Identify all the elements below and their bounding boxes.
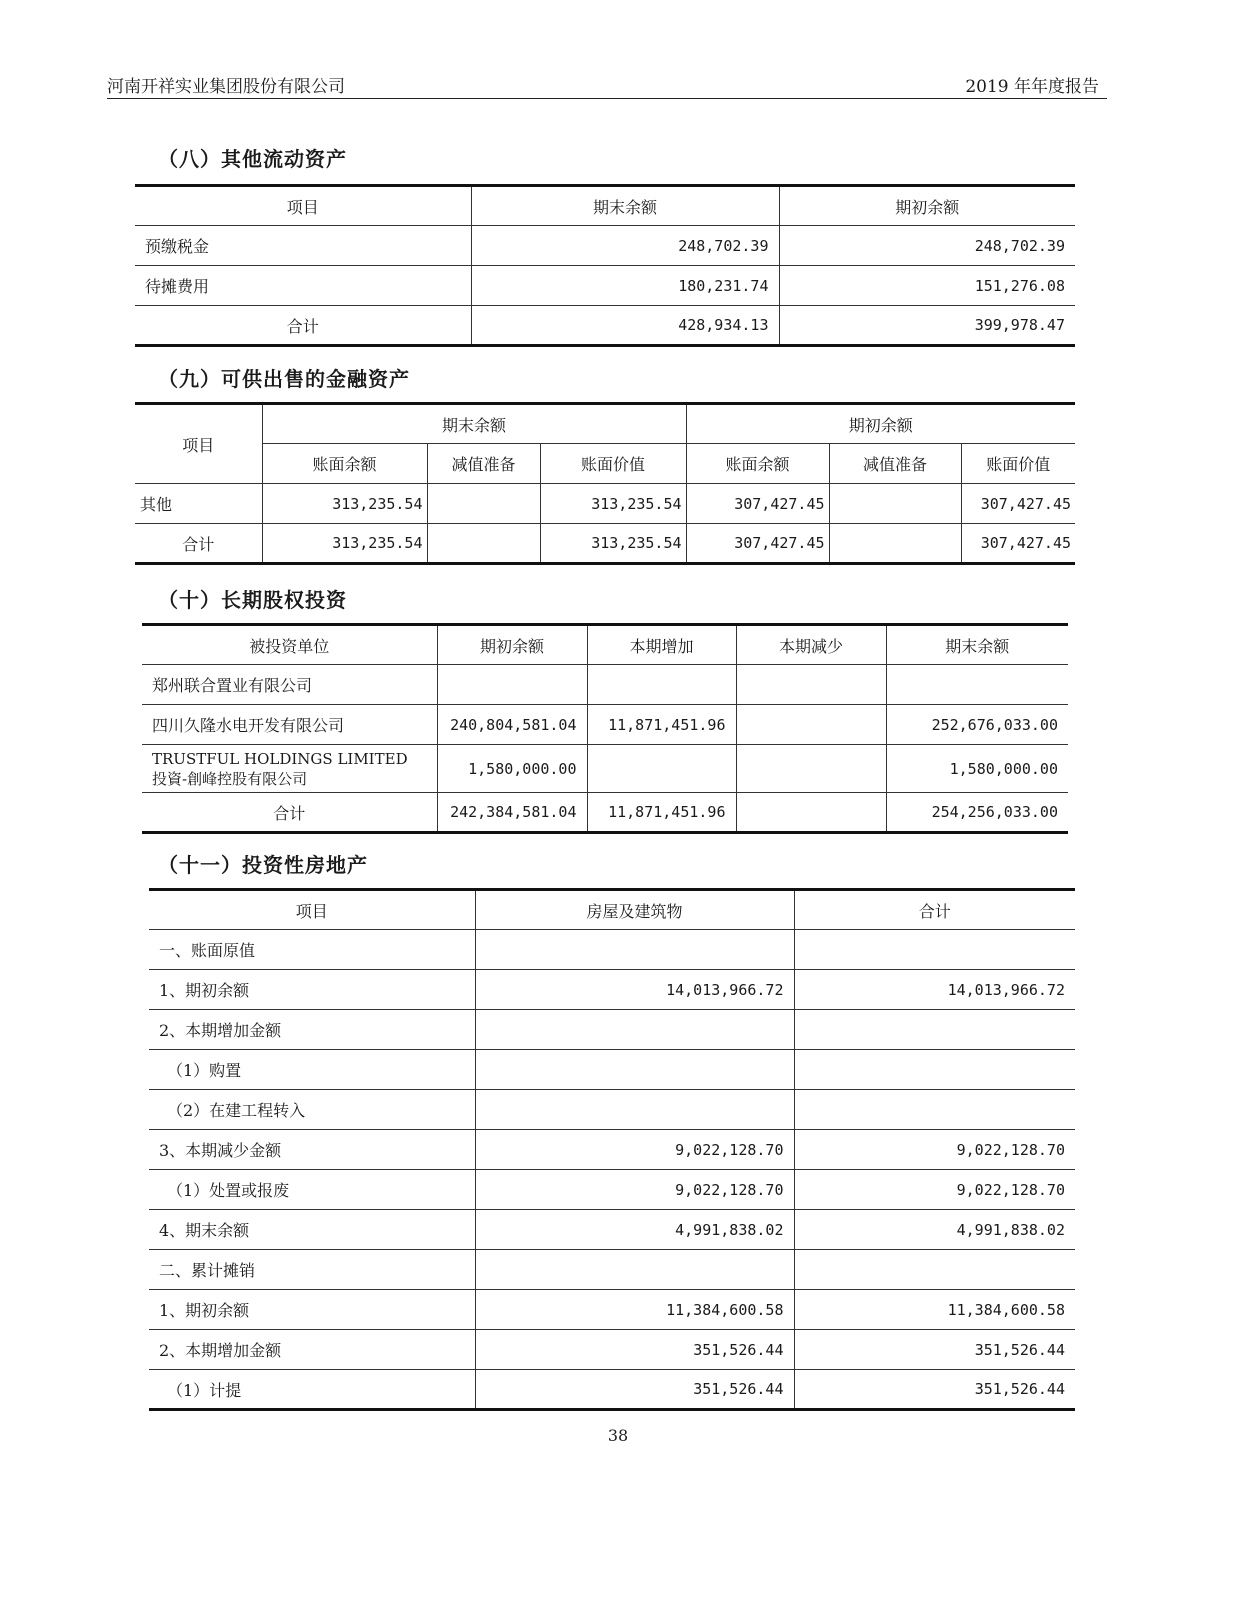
row-label: 合计 xyxy=(135,306,471,346)
header-cell: 账面价值 xyxy=(540,444,686,484)
table-row xyxy=(149,1090,1075,1130)
table-header-row xyxy=(135,404,1075,444)
section-10-title: （十）长期股权投资 xyxy=(158,588,347,612)
section-9-title: （九）可供出售的金融资产 xyxy=(158,367,410,391)
header-cell: 减值准备 xyxy=(829,444,961,484)
cell-value xyxy=(587,665,736,705)
table-row xyxy=(149,970,1075,1010)
cell-value: 399,978.47 xyxy=(779,306,1075,346)
cell-value: 11,384,600.58 xyxy=(475,1290,794,1330)
cell-value: 307,427.45 xyxy=(686,484,829,524)
cell-value: 180,231.74 xyxy=(471,266,779,306)
cell-value: 1,580,000.00 xyxy=(437,745,587,793)
cell-value xyxy=(475,1250,794,1290)
cell-value: 351,526.44 xyxy=(475,1370,794,1410)
page-number: 38 xyxy=(607,1426,629,1445)
page-header xyxy=(107,68,1107,99)
cell-value: 11,871,451.96 xyxy=(587,793,736,833)
cell-value xyxy=(794,1090,1075,1130)
cell-value: 252,676,033.00 xyxy=(886,705,1068,745)
header-cell: 本期减少 xyxy=(736,625,886,665)
cell-value xyxy=(794,1250,1075,1290)
cell-value: 307,427.45 xyxy=(961,524,1075,564)
header-cell: 房屋及建筑物 xyxy=(475,890,794,930)
cell-value xyxy=(736,665,886,705)
cell-value xyxy=(794,1010,1075,1050)
row-label: 1、期初余额 xyxy=(149,970,475,1010)
table-row xyxy=(149,1330,1075,1370)
long-term-equity-table xyxy=(142,623,1068,834)
available-for-sale-table xyxy=(135,402,1075,565)
header-cell: 合计 xyxy=(794,890,1075,930)
table-row xyxy=(135,484,1075,524)
header-cell: 被投资单位 xyxy=(142,625,437,665)
cell-value: 4,991,838.02 xyxy=(475,1210,794,1250)
table-total-row xyxy=(135,306,1075,346)
row-label: 合计 xyxy=(142,793,437,833)
table-total-row xyxy=(142,793,1068,833)
cell-value xyxy=(829,524,961,564)
cell-value xyxy=(794,1050,1075,1090)
table-row xyxy=(149,930,1075,970)
cell-value: 307,427.45 xyxy=(961,484,1075,524)
cell-value: 1,580,000.00 xyxy=(886,745,1068,793)
cell-value: 313,235.54 xyxy=(540,484,686,524)
row-label: 合计 xyxy=(135,524,262,564)
row-label: 待摊费用 xyxy=(135,266,471,306)
header-group-end: 期末余额 xyxy=(262,404,686,444)
table-row xyxy=(142,705,1068,745)
cell-value: 313,235.54 xyxy=(540,524,686,564)
table-total-row xyxy=(135,524,1075,564)
row-label: 2、本期增加金额 xyxy=(149,1330,475,1370)
table-row xyxy=(149,1290,1075,1330)
cell-value xyxy=(736,793,886,833)
cell-value xyxy=(427,484,540,524)
cell-value xyxy=(427,524,540,564)
cell-value: 11,384,600.58 xyxy=(794,1290,1075,1330)
table-subheader-row xyxy=(135,444,1075,484)
cell-value: 428,934.13 xyxy=(471,306,779,346)
section-8-title: （八）其他流动资产 xyxy=(158,147,347,171)
table-header-row xyxy=(135,186,1075,226)
table-row xyxy=(149,1010,1075,1050)
cell-value: 9,022,128.70 xyxy=(475,1130,794,1170)
row-label: TRUSTFUL HOLDINGS LIMITED 投資-創峰控股有限公司 xyxy=(142,745,437,793)
row-label: 二、累计摊销 xyxy=(149,1250,475,1290)
table-row xyxy=(149,1050,1075,1090)
cell-value: 11,871,451.96 xyxy=(587,705,736,745)
cell-value: 313,235.54 xyxy=(262,484,427,524)
table-header-row xyxy=(149,890,1075,930)
header-cell: 账面余额 xyxy=(262,444,427,484)
table-header-row xyxy=(142,625,1068,665)
header-cell: 本期增加 xyxy=(587,625,736,665)
cell-value xyxy=(475,930,794,970)
header-cell: 减值准备 xyxy=(427,444,540,484)
cell-value: 254,256,033.00 xyxy=(886,793,1068,833)
table-row xyxy=(149,1170,1075,1210)
cell-value: 9,022,128.70 xyxy=(794,1170,1075,1210)
row-label: 郑州联合置业有限公司 xyxy=(142,665,437,705)
header-cell: 项目 xyxy=(149,890,475,930)
row-label: 一、账面原值 xyxy=(149,930,475,970)
table-row xyxy=(135,226,1075,266)
header-cell: 期末余额 xyxy=(471,186,779,226)
row-label: （1）购置 xyxy=(149,1050,475,1090)
table-row xyxy=(142,665,1068,705)
report-title: 2019 年年度报告 xyxy=(965,77,1099,97)
table-row xyxy=(149,1130,1075,1170)
row-label: 3、本期减少金额 xyxy=(149,1130,475,1170)
row-label: （1）处置或报废 xyxy=(149,1170,475,1210)
header-cell: 账面余额 xyxy=(686,444,829,484)
row-label: （1）计提 xyxy=(149,1370,475,1410)
cell-value xyxy=(587,745,736,793)
cell-value: 151,276.08 xyxy=(779,266,1075,306)
cell-value: 240,804,581.04 xyxy=(437,705,587,745)
table-row xyxy=(149,1370,1075,1410)
header-cell: 账面价值 xyxy=(961,444,1075,484)
row-label: 四川久隆水电开发有限公司 xyxy=(142,705,437,745)
cell-value: 14,013,966.72 xyxy=(794,970,1075,1010)
cell-value: 248,702.39 xyxy=(471,226,779,266)
header-group-begin: 期初余额 xyxy=(686,404,1075,444)
cell-value: 4,991,838.02 xyxy=(794,1210,1075,1250)
row-label: 2、本期增加金额 xyxy=(149,1010,475,1050)
row-label: 预缴税金 xyxy=(135,226,471,266)
cell-value: 351,526.44 xyxy=(794,1330,1075,1370)
table-row xyxy=(149,1210,1075,1250)
cell-value xyxy=(829,484,961,524)
table-row xyxy=(135,266,1075,306)
row-label: 4、期末余额 xyxy=(149,1210,475,1250)
header-cell: 期末余额 xyxy=(886,625,1068,665)
cell-value xyxy=(736,705,886,745)
header-cell: 期初余额 xyxy=(779,186,1075,226)
cell-value xyxy=(886,665,1068,705)
header-cell: 项目 xyxy=(135,186,471,226)
table-row xyxy=(149,1250,1075,1290)
table-row xyxy=(142,745,1068,793)
cell-value xyxy=(736,745,886,793)
cell-value: 248,702.39 xyxy=(779,226,1075,266)
cell-value xyxy=(475,1010,794,1050)
row-label: （2）在建工程转入 xyxy=(149,1090,475,1130)
cell-value: 9,022,128.70 xyxy=(794,1130,1075,1170)
cell-value: 307,427.45 xyxy=(686,524,829,564)
cell-value: 351,526.44 xyxy=(794,1370,1075,1410)
cell-value: 9,022,128.70 xyxy=(475,1170,794,1210)
investment-property-table xyxy=(149,888,1075,1411)
other-current-assets-table xyxy=(135,184,1075,347)
cell-value: 14,013,966.72 xyxy=(475,970,794,1010)
cell-value xyxy=(437,665,587,705)
company-name: 河南开祥实业集团股份有限公司 xyxy=(107,77,345,97)
cell-value: 313,235.54 xyxy=(262,524,427,564)
cell-value: 242,384,581.04 xyxy=(437,793,587,833)
header-cell: 期初余额 xyxy=(437,625,587,665)
cell-value xyxy=(794,930,1075,970)
cell-value: 351,526.44 xyxy=(475,1330,794,1370)
header-cell: 项目 xyxy=(135,404,262,484)
row-label: 1、期初余额 xyxy=(149,1290,475,1330)
cell-value xyxy=(475,1050,794,1090)
cell-value xyxy=(475,1090,794,1130)
row-label: 其他 xyxy=(135,484,262,524)
section-11-title: （十一）投资性房地产 xyxy=(158,853,368,877)
